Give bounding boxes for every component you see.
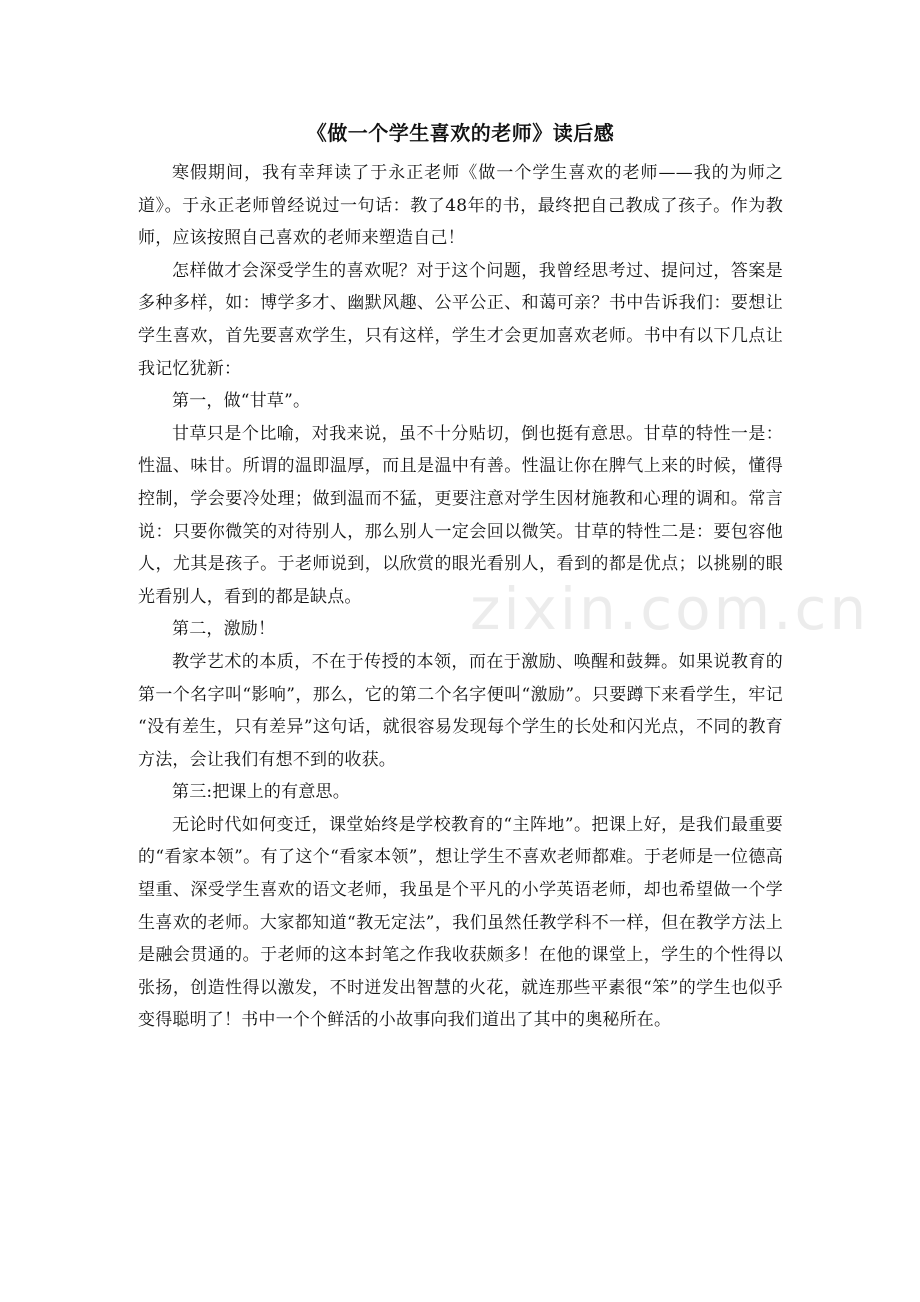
document-title: 《做一个学生喜欢的老师》读后感 (306, 121, 615, 145)
paragraph-classroom: 无论时代如何变迁，课堂始终是学校教育的“主阵地”。把课上好，是我们最重要的“看家本领”。有了这个“看家本领”，想让学生不喜欢老师都难。于老师是一位德高望重、深受学生喜欢的语文老师，我虽是个平凡的小学英语老师，却也希望做一个学生喜欢的老师。大家都知道“教无定法”，我们虽然任教学科不一样，但在教学方法上是融会贯通的。于老师的这本封笔之作我收获颇多！在他的课堂上，学生的个性得以张扬，创造性得以激发，不时迸发出智慧的火花，就连那些平素很“笨”的学生也似乎变得聪明了！书中一个个鲜活的小故事向我们道出了其中的奥秘所在。 (138, 814, 783, 1031)
document-page (138, 118, 783, 1037)
paragraph-intro: 寒假期间，我有幸拜读了于永正老师《做一个学生喜欢的老师——我的为师之道》。于永正老师曾经说过一句话：教了48年的书，最终把自己教成了孩子。作为教师，应该按照自己喜欢的老师来塑造自己！ (138, 163, 783, 249)
paragraph-encouragement: 教学艺术的本质，不在于传授的本领，而在于激励、唤醒和鼓舞。如果说教育的第一个名字叫“影响”，那么，它的第二个名字便叫“激励”。只要蹲下来看学生，牢记 “没有差生，只有差异”这句话，就很容易发现每个学生的长处和闪光点，不同的教育方法，会让我们有想不到的收获。 (138, 651, 783, 770)
paragraph-question: 怎样做才会深受学生的喜欢呢？对于这个问题，我曾经思考过、提问过，答案是多种多样，如：博学多才、幽默风趣、公平公正、和蔼可亲？书中告诉我们：要想让学生喜欢，首先要喜欢学生，只有这样，学生才会更加喜欢老师。书中有以下几点让我记忆犹新： (138, 260, 783, 379)
section-heading-second: 第二，激励！ (172, 619, 276, 640)
section-heading-first: 第一，做“甘草”。 (172, 391, 311, 412)
watermark: zixin.com.cn (470, 575, 870, 643)
section-heading-third: 第三:把课上的有意思。 (172, 782, 350, 803)
paragraph-licorice: 甘草只是个比喻，对我来说，虽不十分贴切，倒也挺有意思。甘草的特性一是：性温、味甘。所谓的温即温厚，而且是温中有善。性温让你在脾气上来的时候，懂得控制，学会要冷处理；做到温而不猛，更要注意对学生因材施教和心理的调和。常言说：只要你微笑的对待别人，那么别人一定会回以微笑。甘草的特性二是：要包容他人，尤其是孩子。于老师说到，以欣赏的眼光看别人，看到的都是优点；以挑剔的眼光看别人，看到的都是缺点。 (138, 423, 783, 607)
